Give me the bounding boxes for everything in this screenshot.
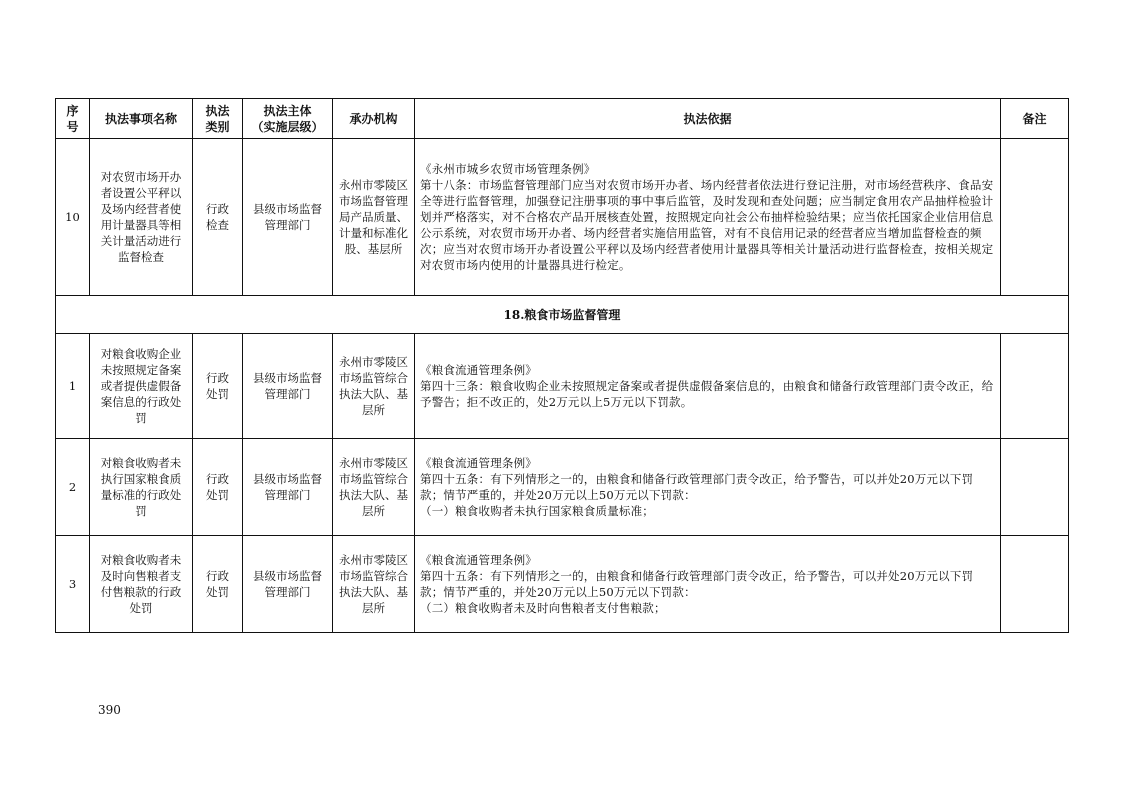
row-agency <box>333 139 415 296</box>
row-category <box>193 334 243 439</box>
basis-article-text: 第四十五条：有下列情形之一的，由粮食和储备行政管理部门责令改正，给予警告，可以并处20万元以下罚款；情节严重的，并处20万元以上50万元以下罚款： <box>420 472 974 502</box>
row-item-name <box>90 334 193 439</box>
basis-clause-text: （一）粮食收购者未执行国家粮食质量标准； <box>420 504 654 518</box>
row-agency <box>333 536 415 633</box>
row-agency-text: 永州市零陵区市场监管综合执法大队、基层所 <box>339 355 408 417</box>
header-subject <box>243 99 333 139</box>
row-agency-text: 永州市零陵区市场监管综合执法大队、基层所 <box>339 553 408 615</box>
header-basis: 执法依据 <box>415 99 1001 139</box>
row-item-name-text: 对农贸市场开办者设置公平秤以及场内经营者使用计量器具等相关计量活动进行监督检查 <box>100 170 182 264</box>
row-basis <box>415 139 1001 296</box>
table-row <box>56 439 1069 536</box>
row-category-text: 行政 处罚 <box>206 569 229 599</box>
header-remark: 备注 <box>1001 99 1069 139</box>
page-number: 390 <box>98 703 121 717</box>
row-item-name <box>90 439 193 536</box>
row-item-name <box>90 139 193 296</box>
row-subject-text: 县级市场监督管理部门 <box>253 202 322 232</box>
row-category-text: 行政 检查 <box>206 202 229 232</box>
table-row <box>56 139 1069 296</box>
row-agency <box>333 439 415 536</box>
table-row <box>56 536 1069 633</box>
row-item-name-text: 对粮食收购企业未按照规定备案或者提供虚假备案信息的行政处罚 <box>100 347 182 425</box>
header-seq <box>56 99 90 139</box>
row-item-name-text: 对粮食收购者未执行国家粮食质量标准的行政处罚 <box>100 456 182 518</box>
row-category <box>193 439 243 536</box>
row-seq: 2 <box>56 439 90 536</box>
row-basis <box>415 334 1001 439</box>
row-subject <box>243 139 333 296</box>
row-subject <box>243 334 333 439</box>
row-agency <box>333 334 415 439</box>
row-seq: 1 <box>56 334 90 439</box>
row-remark <box>1001 439 1069 536</box>
header-item-name: 执法事项名称 <box>90 99 193 139</box>
basis-law-title: 《粮食流通管理条例》 <box>420 456 537 470</box>
row-seq: 3 <box>56 536 90 633</box>
header-seq-text: 序 号 <box>66 103 79 134</box>
enforcement-items-table <box>55 98 1069 633</box>
basis-article-text: 第四十五条：有下列情形之一的，由粮食和储备行政管理部门责令改正，给予警告，可以并处20万元以下罚款；情节严重的，并处20万元以上50万元以下罚款： <box>420 569 974 599</box>
row-subject-text: 县级市场监督管理部门 <box>253 472 322 502</box>
row-subject-text: 县级市场监督管理部门 <box>253 569 322 599</box>
row-subject-text: 县级市场监督管理部门 <box>253 371 322 401</box>
row-category <box>193 139 243 296</box>
row-remark <box>1001 334 1069 439</box>
row-remark <box>1001 536 1069 633</box>
header-subject-text: 执法主体 （实施层级） <box>251 103 324 134</box>
table-row <box>56 334 1069 439</box>
table-header-row <box>56 99 1069 139</box>
row-category <box>193 536 243 633</box>
row-agency-text: 永州市零陵区市场监督管理局产品质量、计量和标准化股、基层所 <box>339 178 408 256</box>
row-item-name <box>90 536 193 633</box>
row-seq: 10 <box>56 139 90 296</box>
row-category-text: 行政 处罚 <box>206 371 229 401</box>
basis-article-text: 第四十三条：粮食收购企业未按照规定备案或者提供虚假备案信息的，由粮食和储备行政管理部门责令改正，给予警告；拒不改正的，处2万元以上5万元以下罚款。 <box>420 379 994 409</box>
basis-law-title: 《粮食流通管理条例》 <box>420 363 537 377</box>
header-agency: 承办机构 <box>333 99 415 139</box>
section-title: 18.粮食市场监督管理 <box>56 296 1069 334</box>
basis-law-title: 《永州市城乡农贸市场管理条例》 <box>420 162 596 176</box>
row-item-name-text: 对粮食收购者未及时向售粮者支付售粮款的行政处罚 <box>100 553 182 615</box>
basis-article-text: 第十八条：市场监督管理部门应当对农贸市场开办者、场内经营者依法进行登记注册，对市场经营秩序、食品安全等进行监督管理，加强登记注册事项的事中事后监管，及时发现和查处问题；应当制定食用农产品抽样检验计划并严格落实，对不合格农产品开展核查处置，按照规定向社会公布抽样检验结果；应当依托国家企业信用信息公示系统，对农贸市场开办者、场内经营者实施信用监管，对有不良信用记录的经营者应当增加监督检查的频次；应当对农贸市场开办者设置公平秤以及场内经营者使用计量器具等相关计量活动进行监督检查，按相关规定对农贸市场内使用的计量器具进行检定。 <box>420 178 994 272</box>
header-category-text: 执法 类别 <box>205 103 230 134</box>
row-subject <box>243 536 333 633</box>
row-category-text: 行政 处罚 <box>206 472 229 502</box>
header-category <box>193 99 243 139</box>
row-basis <box>415 536 1001 633</box>
row-basis <box>415 439 1001 536</box>
row-agency-text: 永州市零陵区市场监管综合执法大队、基层所 <box>339 456 408 518</box>
row-remark <box>1001 139 1069 296</box>
basis-law-title: 《粮食流通管理条例》 <box>420 553 537 567</box>
section-heading-row <box>56 296 1069 334</box>
row-subject <box>243 439 333 536</box>
basis-clause-text: （二）粮食收购者未及时向售粮者支付售粮款； <box>420 601 666 615</box>
